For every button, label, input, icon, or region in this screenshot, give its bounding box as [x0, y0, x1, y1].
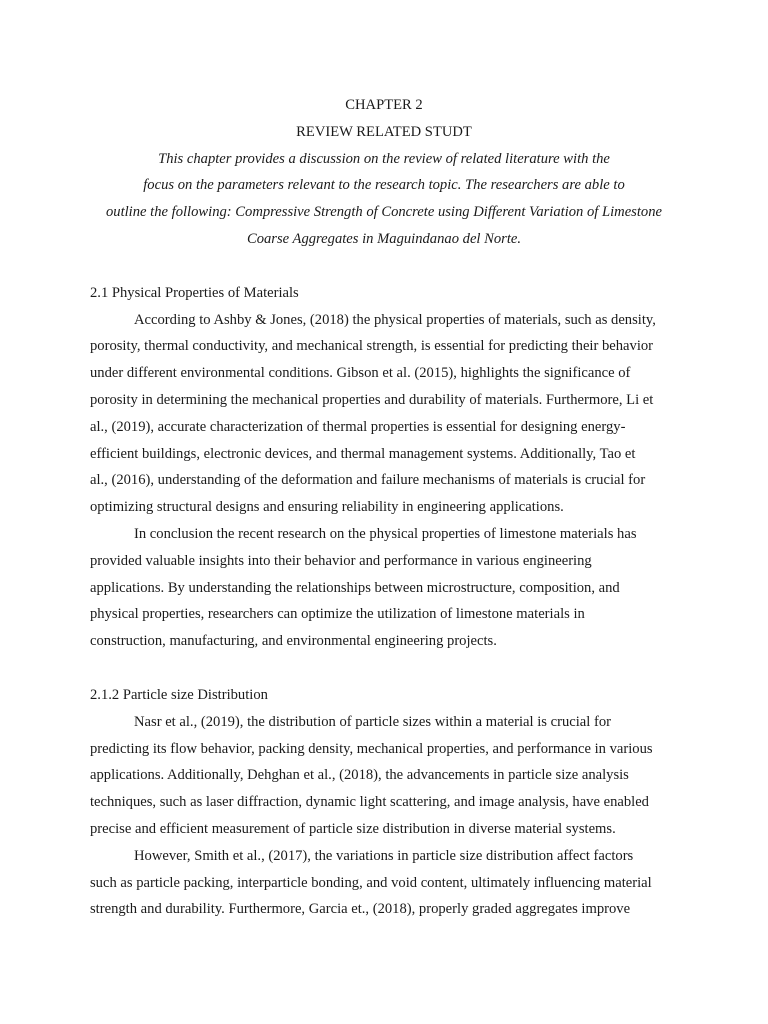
paragraph	[90, 709, 678, 843]
paragraph-line: physical properties, researchers can optimize the utilization of limestone materials in	[90, 606, 585, 623]
paragraph	[90, 307, 678, 521]
paragraph-line: However, Smith et al., (2017), the variations in particle size distribution affect factors	[134, 847, 634, 864]
paragraph-line: precise and efficient measurement of particle size distribution in diverse material systems.	[90, 820, 616, 837]
paragraph	[90, 521, 678, 655]
paragraph-line: optimizing structural designs and ensuring reliability in engineering applications.	[90, 499, 564, 516]
intro-line: outline the following: Compressive Strength of Concrete using Different Variation of Limestone	[105, 204, 662, 221]
paragraph-line: applications. By understanding the relationships between microstructure, composition, and	[90, 579, 620, 596]
paragraph-line: efficient buildings, electronic devices, and thermal management systems. Additionally, Tao et	[90, 445, 636, 462]
paragraph-line: provided valuable insights into their behavior and performance in various engineering	[90, 552, 592, 569]
section-heading-particle-size: 2.1.2 Particle size Distribution	[90, 686, 268, 703]
paragraph-line: porosity, thermal conductivity, and mechanical strength, is essential for predicting their behavior	[90, 338, 654, 355]
section-heading-physical-properties: 2.1 Physical Properties of Materials	[90, 284, 299, 301]
paragraph-line: construction, manufacturing, and environmental engineering projects.	[90, 633, 497, 650]
paragraph-line: strength and durability. Furthermore, Garcia et., (2018), properly graded aggregates improve	[90, 901, 631, 918]
paragraph-line: applications. Additionally, Dehghan et al., (2018), the advancements in particle size analysis	[90, 767, 629, 784]
paragraph-line: techniques, such as laser diffraction, dynamic light scattering, and image analysis, have enabled	[90, 794, 649, 811]
paragraph-line: porosity in determining the mechanical properties and durability of materials. Furthermore, Li et	[90, 391, 654, 408]
chapter-title: REVIEW RELATED STUDT	[296, 123, 472, 140]
paragraph-line: Nasr et al., (2019), the distribution of particle sizes within a material is crucial for	[134, 713, 611, 730]
page-content	[90, 92, 678, 923]
paragraph-line: In conclusion the recent research on the physical properties of limestone materials has	[134, 525, 637, 542]
chapter-intro	[90, 146, 678, 253]
intro-line: focus on the parameters relevant to the research topic. The researchers are able to	[143, 177, 625, 194]
paragraph-line: under different environmental conditions. Gibson et al. (2015), highlights the significance of	[90, 365, 631, 382]
intro-line: This chapter provides a discussion on the review of related literature with the	[158, 150, 610, 167]
paragraph-line: According to Ashby & Jones, (2018) the physical properties of materials, such as density,	[134, 311, 656, 328]
paragraph-line: such as particle packing, interparticle bonding, and void content, ultimately influencing material	[90, 874, 652, 891]
paragraph-line: predicting its flow behavior, packing density, mechanical properties, and performance in various	[90, 740, 653, 757]
paragraph-line: al., (2016), understanding of the deformation and failure mechanisms of materials is crucial for	[90, 472, 646, 489]
intro-line: Coarse Aggregates in Maguindanao del Norte.	[246, 230, 522, 247]
paragraph	[90, 843, 678, 923]
chapter-number: CHAPTER 2	[345, 97, 423, 113]
paragraph-line: al., (2019), accurate characterization of thermal properties is essential for designing energy-	[90, 418, 626, 435]
